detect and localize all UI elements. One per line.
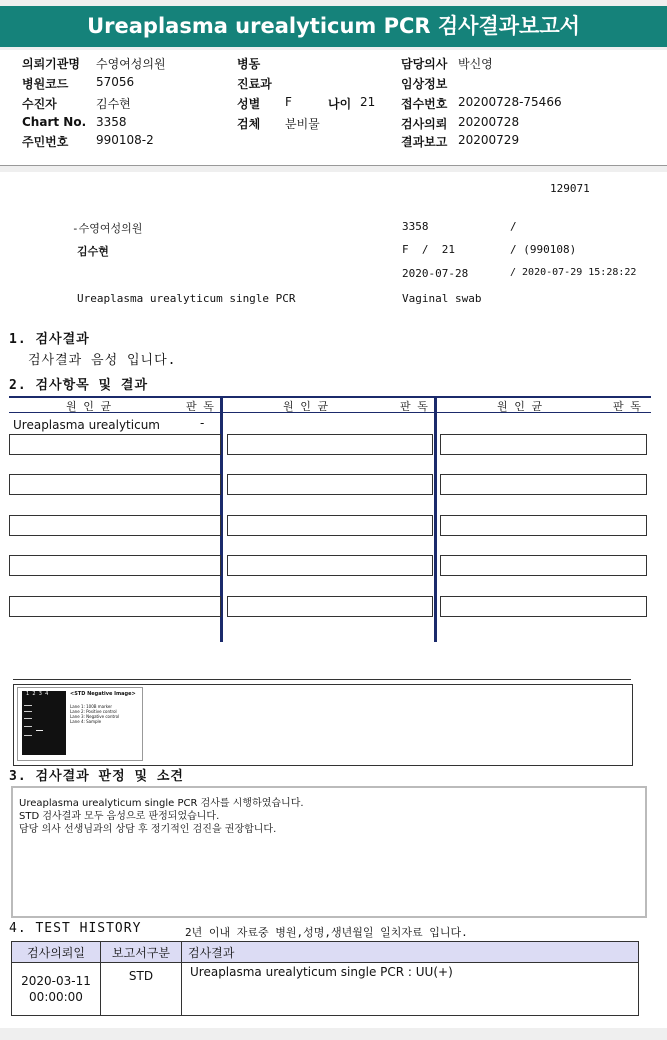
result-cell	[227, 515, 433, 536]
result-cell	[227, 596, 433, 617]
section4-title: 4. TEST HISTORY	[9, 921, 142, 936]
gel-band	[24, 718, 32, 719]
sheet-date2: / 2020-07-29 15:28:22	[510, 267, 637, 278]
col-judgement-2: 판 독	[400, 400, 428, 413]
section3-title: 3. 검사결과 판정 및 소견	[9, 769, 184, 784]
gel-lane4: Lane 4: Sample	[70, 719, 102, 724]
gel-image-panel	[13, 684, 633, 766]
history-row	[12, 963, 639, 1016]
sheet-patient: 김수현	[77, 245, 109, 258]
sheet-birth: / (990108)	[510, 243, 577, 256]
result-cell	[9, 555, 221, 576]
clinical-label: 임상정보	[401, 77, 448, 91]
col-judgement-1: 판 독	[186, 400, 214, 413]
gel-lane-numbers: 1 2 3 4	[26, 691, 49, 697]
sheet-number: 129071	[550, 182, 590, 195]
gel-caption: <STD Negative Image>	[70, 691, 136, 697]
gel-electrophoresis-image	[22, 691, 66, 755]
result-cell	[9, 434, 221, 455]
history-col-result: 검사결과	[182, 942, 639, 963]
id-value: 990108-2	[96, 133, 154, 147]
report-label: 결과보고	[401, 135, 448, 149]
gel-lane2: Lane 2: Positive control	[70, 709, 117, 714]
sex-value: F	[285, 95, 292, 109]
history-time: 00:00:00	[29, 990, 83, 1004]
hospital-code-label: 병원코드	[22, 77, 69, 91]
col-pathogen-1: 원 인 균	[66, 400, 112, 413]
id-label: 주민번호	[22, 135, 69, 149]
col-pathogen-3: 원 인 균	[497, 400, 543, 413]
sheet-slash: /	[510, 220, 517, 233]
gel-lane3: Lane 3: Negative control	[70, 714, 120, 719]
history-col-type: 보고서구분	[101, 942, 182, 963]
gel-band	[24, 705, 32, 706]
result-item-name: Ureaplasma urealyticum	[13, 418, 160, 432]
gel-band	[24, 726, 32, 727]
result-cell	[227, 434, 433, 455]
history-note: 2년 이내 자료중 병원,성명,생년월일 일치자료 입니다.	[185, 926, 468, 939]
history-col-date: 검사의뢰일	[12, 942, 101, 963]
history-date: 2020-03-11	[21, 974, 91, 988]
specimen-label: 검체	[237, 117, 261, 131]
history-header-row	[12, 942, 639, 963]
gel-lane1: Lane 1: 100B marker	[70, 704, 113, 709]
gel-band	[24, 711, 32, 712]
result-cell	[440, 474, 647, 495]
result-cell	[440, 555, 647, 576]
result-cell	[440, 434, 647, 455]
patient-value: 김수현	[96, 97, 131, 111]
opinion-line-1: Ureaplasma urealyticum single PCR 검사를 시행하였습니다.	[19, 798, 304, 809]
request-date: 20200728	[458, 115, 520, 129]
result-cell	[9, 596, 221, 617]
opinion-line-3: 담당 의사 선생님과의 상담 후 정기적인 검진을 권장합니다.	[19, 824, 277, 835]
gel-band	[24, 735, 32, 736]
sheet-test-name: Ureaplasma urealyticum single PCR	[77, 292, 296, 305]
sheet-clinic: -수영여성의원	[72, 222, 143, 235]
chart-value: 3358	[96, 115, 127, 129]
age-value: 21	[360, 95, 376, 109]
result-cell	[227, 474, 433, 495]
accession-label: 접수번호	[401, 97, 448, 111]
dept-label: 진료과	[237, 77, 272, 91]
sex-label: 성별	[237, 97, 261, 111]
gel-band	[36, 730, 43, 731]
report-title: Ureaplasma urealyticum PCR 검사결과보고서	[0, 6, 667, 47]
section1-title: 1. 검사결과	[9, 332, 90, 347]
history-table	[11, 941, 639, 1016]
patient-info-panel	[0, 50, 667, 166]
history-type: STD	[101, 963, 182, 1016]
section2-title: 2. 검사항목 및 결과	[9, 378, 149, 393]
result-cell	[227, 555, 433, 576]
specimen-value: 분비물	[285, 117, 320, 131]
result-cell	[9, 515, 221, 536]
result-cell	[440, 596, 647, 617]
opinion-box	[11, 786, 647, 918]
gel-image-frame	[17, 687, 143, 761]
history-result: Ureaplasma urealyticum single PCR : UU(+)	[182, 963, 639, 1016]
result-cell	[440, 515, 647, 536]
accession-value: 20200728-75466	[458, 95, 562, 109]
section1-result: 검사결과 음성 입니다.	[28, 353, 177, 368]
sheet-date1: 2020-07-28	[402, 267, 469, 280]
report-date: 20200729	[458, 133, 520, 147]
opinion-line-2: STD 검사결과 모두 음성으로 판정되었습니다.	[19, 811, 220, 822]
table-divider-2	[434, 396, 437, 642]
result-item-value: -	[200, 416, 205, 430]
sheet-chart: 3358	[402, 220, 429, 233]
doctor-value: 박신영	[458, 57, 493, 71]
report-page	[0, 172, 667, 1028]
age-label: 나이	[328, 97, 352, 111]
col-pathogen-2: 원 인 균	[283, 400, 329, 413]
chart-label: Chart No.	[22, 115, 87, 129]
patient-label: 수진자	[22, 97, 57, 111]
sheet-specimen: Vaginal swab	[402, 292, 482, 305]
history-date-cell	[12, 963, 101, 1016]
doctor-label: 담당의사	[401, 57, 448, 71]
divider	[13, 679, 631, 680]
result-cell	[9, 474, 221, 495]
request-label: 검사의뢰	[401, 117, 448, 131]
institution-label: 의뢰기관명	[22, 57, 80, 71]
col-judgement-3: 판 독	[613, 400, 641, 413]
sheet-sex-age: F / 21	[402, 243, 455, 256]
ward-label: 병동	[237, 57, 261, 71]
institution-value: 수영여성의원	[96, 57, 166, 71]
hospital-code-value: 57056	[96, 75, 135, 89]
